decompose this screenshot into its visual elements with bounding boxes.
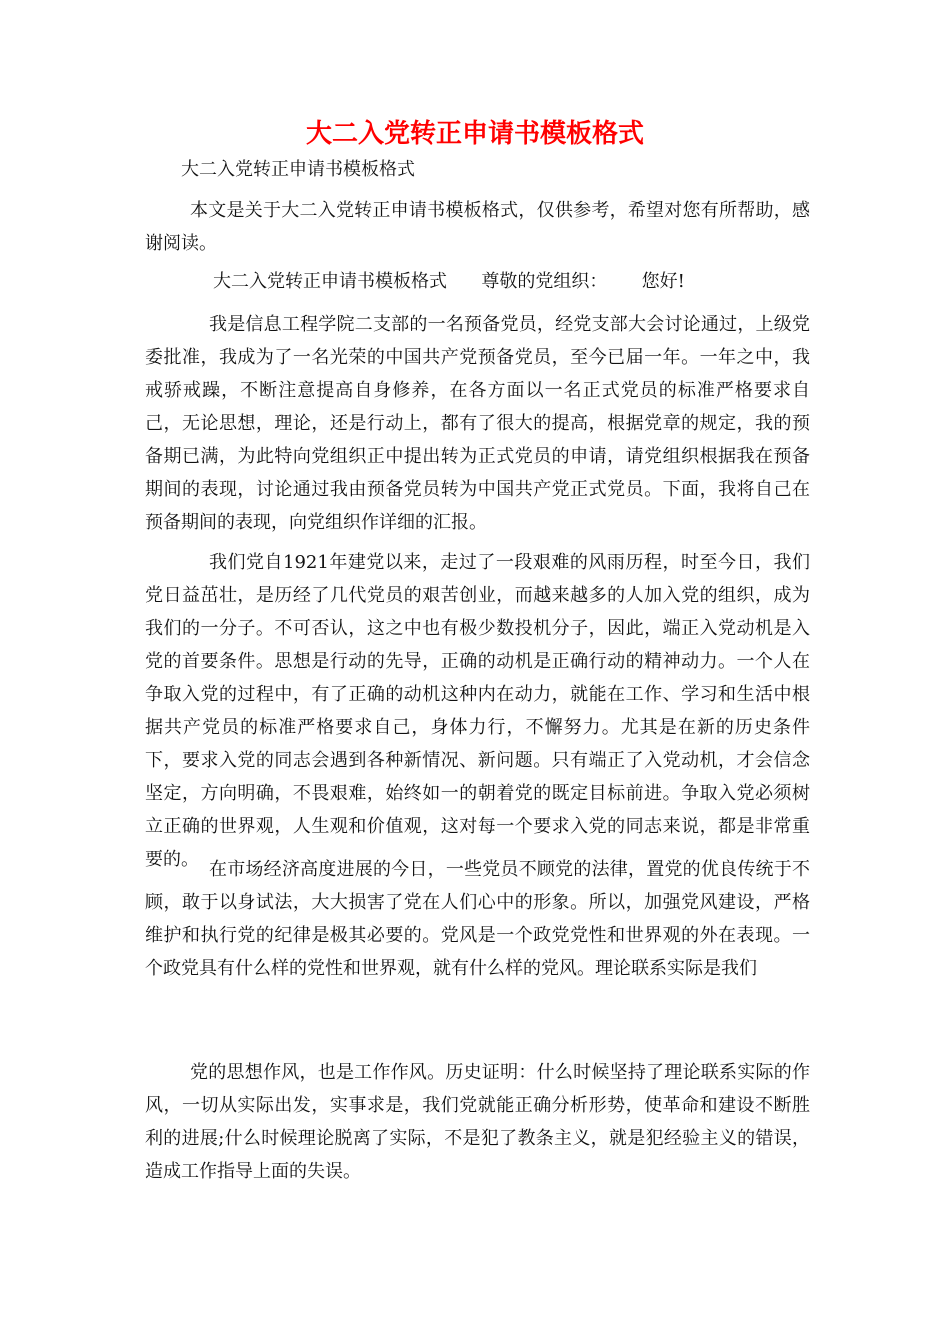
intro-paragraph: 本文是关于大二入党转正申请书模板格式，仅供参考，希望对您有所帮助，感谢阅读。 [145,200,810,254]
body-paragraph: 我们党自1921年建党以来，走过了一段艰难的风雨历程，时至今日，我们党日益茁壮，是历经了几代党员的艰苦创业，而越来越多的人加入党的组织，成为我们的一分子。不可否认，这之中也有极少数投机分子，因此，端正入党动机是入党的首要条件。思想是行动的先导，正确的动机是正确行动的精神动力。一个人在争取入党的过程中，有了正确的动机这种内在动力，就能在工作、学习和生活中根据共产党员的标准严格要求自己，身体力行，不懈努力。尤其是在新的历史条件下，要求入党的同志会遇到各种新情况、新问题。只有端正了入党动机，才会信念坚定，方向明确，不畏艰难，始终如一的朝着党的既定目标前进。争取入党必须树立正确的世界观，人生观和价值观，这对每一个要求入党的同志来说，都是非常重要的。 [145,552,810,870]
greeting-line: 大二入党转正申请书模板格式 尊敬的党组织： 您好! [213,271,685,292]
body-paragraph: 在市场经济高度进展的今日，一些党员不顾党的法律，置党的优良传统于不顾，敢于以身试法，大大损害了党在人们心中的形象。所以，加强党风建设，严格维护和执行党的纪律是极其必要的。党风是一个政党党性和世界观的外在表现。一个政党具有什么样的党性和世界观，就有什么样的党风。理论联系实际是我们 [145,859,810,979]
body-paragraph: 党的思想作风，也是工作作风。历史证明：什么时候坚持了理论联系实际的作风，一切从实际出发，实事求是，我们党就能正确分析形势，使革命和建设不断胜利的进展;什么时候理论脱离了实际，不是犯了教条主义，就是犯经验主义的错误，造成工作指导上面的失误。 [145,1062,810,1182]
document-title: 大二入党转正申请书模板格式 [305,119,644,149]
document-subtitle: 大二入党转正申请书模板格式 [181,159,415,180]
body-paragraph: 我是信息工程学院二支部的一名预备党员，经党支部大会讨论通过，上级党委批准，我成为了一名光荣的中国共产党预备党员，至今已届一年。一年之中，我戒骄戒躁，不断注意提高自身修养，在各方面以一名正式党员的标准严格要求自己，无论思想，理论，还是行动上，都有了很大的提高，根据党章的规定，我的预备期已满，为此特向党组织正中提出转为正式党员的申请，请党组织根据我在预备期间的表现，讨论通过我由预备党员转为中国共产党正式党员。下面，我将自己在预备期间的表现，向党组织作详细的汇报。 [145,314,810,533]
